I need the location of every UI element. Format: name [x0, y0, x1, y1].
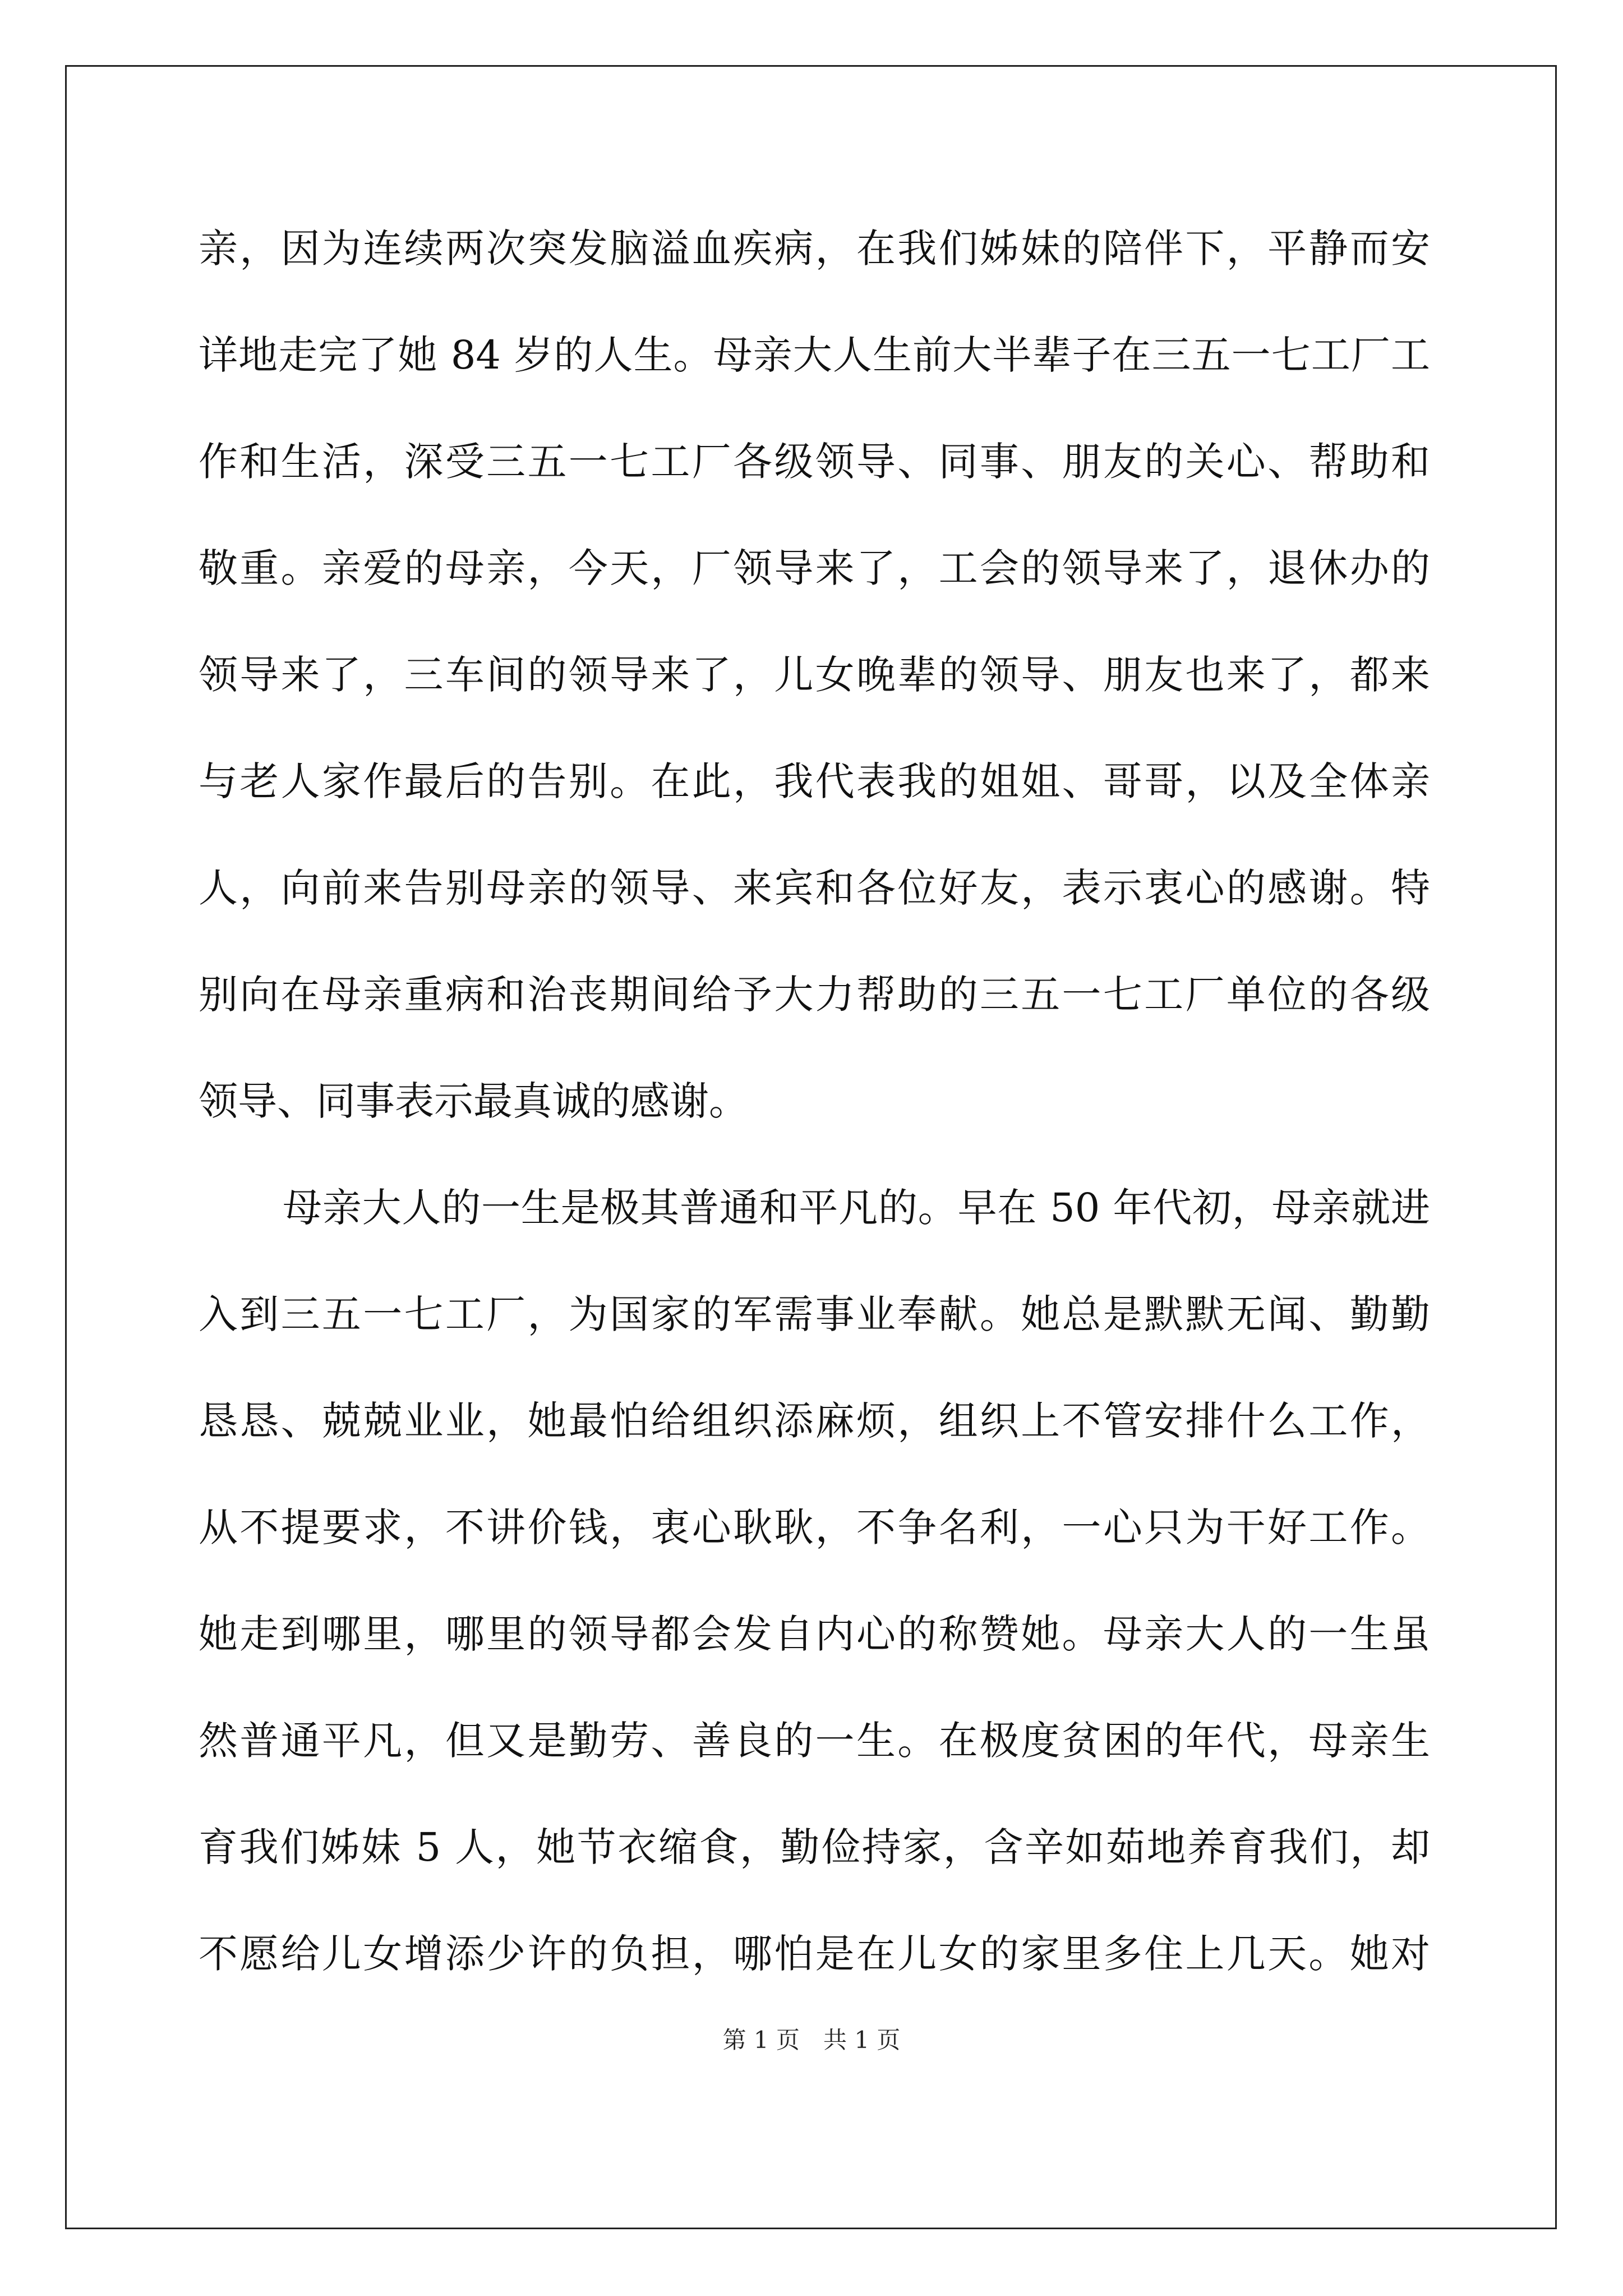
text-line: 作和生活，深受三五一七工厂各级领导、同事、朋友的关心、帮助和: [199, 439, 1430, 485]
text-line: 领导来了，三车间的领导来了，儿女晚辈的领导、朋友也来了，都来: [199, 652, 1430, 698]
text-line: 敬重。亲爱的母亲，今天，厂领导来了，工会的领导来了，退休办的: [199, 545, 1430, 591]
text-line: 领导、同事表示最真诚的感谢。: [199, 1078, 748, 1124]
page-footer: 第 1 页 共 1 页: [722, 2026, 901, 2054]
text-line: 从不提要求，不讲价钱，衷心耿耿，不争名利，一心只为干好工作。: [199, 1504, 1430, 1550]
text-line: 人，向前来告别母亲的领导、来宾和各位好友，表示衷心的感谢。特: [199, 865, 1430, 911]
text-line: 别向在母亲重病和治丧期间给予大力帮助的三五一七工厂单位的各级: [199, 972, 1430, 1018]
text-line: 入到三五一七工厂，为国家的军需事业奉献。她总是默默无闻、勤勤: [199, 1291, 1430, 1337]
text-line: 不愿给儿女增添少许的负担，哪怕是在儿女的家里多住上几天。她对: [199, 1931, 1430, 1977]
text-line: 育我们姊妹 5 人，她节衣缩食，勤俭持家，含辛如茹地养育我们，却: [199, 1824, 1430, 1870]
text-line: 与老人家作最后的告别。在此，我代表我的姐姐、哥哥，以及全体亲: [199, 758, 1430, 804]
document-body: [199, 216, 1430, 2028]
text-line: 详地走完了她 84 岁的人生。母亲大人生前大半辈子在三五一七工厂工: [199, 332, 1430, 378]
text-line: 她走到哪里，哪里的领导都会发自内心的称赞她。母亲大人的一生虽: [199, 1611, 1430, 1657]
text-line: 恳恳、兢兢业业，她最怕给组织添麻烦，组织上不管安排什么工作，: [199, 1398, 1430, 1444]
text-line: 亲，因为连续两次突发脑溢血疾病，在我们姊妹的陪伴下，平静而安: [199, 226, 1430, 272]
text-line: 然普通平凡，但又是勤劳、善良的一生。在极度贫困的年代，母亲生: [199, 1718, 1430, 1764]
paragraph-first-line: 母亲大人的一生是极其普通和平凡的。早在 50 年代初，母亲就进: [283, 1185, 1430, 1231]
